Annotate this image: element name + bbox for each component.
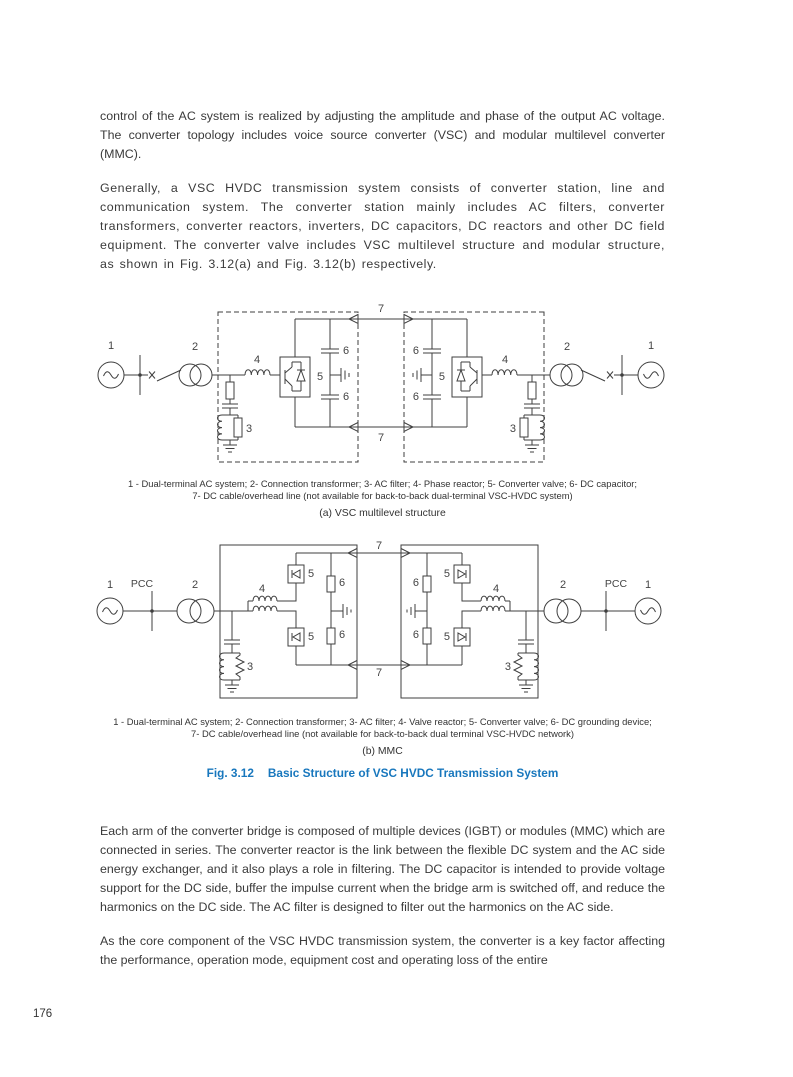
svg-text:4: 4 xyxy=(492,582,500,595)
vsc-station-right xyxy=(404,312,664,462)
svg-text:5: 5 xyxy=(443,630,450,643)
figure-b-legend-line1: 1 - Dual-terminal AC system; 2- Connection transformer; 3- AC filter; 4- Valve reactor; 5- Converter valve; 6- DC grounding device; xyxy=(113,716,652,727)
paragraph-2: Generally, a VSC HVDC transmission system consists of converter station, line and communication system. The converter station mainly includes AC filters, converter transformers, converter reactors, inverters, DC capacitors, DC reactors and other DC field equipment. The converter valve includes VSC multilevel structure and modular structure, as shown in Fig. 3.12(a) and Fig. 3.12(b) respectively. xyxy=(100,181,665,271)
content-column xyxy=(100,0,665,970)
svg-text:1: 1 xyxy=(647,339,655,352)
paragraph-3: Each arm of the converter bridge is composed of multiple devices (IGBT) or modules (MMC) which are connected in series. The converter reactor is the link between the flexible DC system and the AC side energy exchanger, and it also plays a role in filtering. The DC capacitor is intended to provide voltage support for the DC side, buffer the impulse current when the bridge arm is switched off, and reduce the harmonics on the DC side. The AC filter is designed to filter out the harmonics on the AC side. xyxy=(100,824,665,914)
svg-text:1: 1 xyxy=(644,578,652,591)
figure-a-legend-line2: 7- DC cable/overhead line (not available for back-to-back dual-terminal VSC-HVDC system) xyxy=(192,489,573,501)
svg-text:3: 3 xyxy=(509,422,516,435)
svg-text:4: 4 xyxy=(258,582,266,595)
svg-text:6: 6 xyxy=(412,390,419,403)
svg-text:5: 5 xyxy=(438,370,445,383)
svg-text:6: 6 xyxy=(343,390,350,403)
figure-b-subcaption: (b) MMC xyxy=(362,746,403,757)
svg-text:2: 2 xyxy=(563,340,571,353)
svg-text:3: 3 xyxy=(246,422,253,435)
svg-text:4: 4 xyxy=(501,353,509,366)
figure-caption-label: Fig. 3.12 xyxy=(206,766,254,780)
svg-text:2: 2 xyxy=(191,578,199,591)
figure-a-diagram xyxy=(95,300,695,468)
svg-text:6: 6 xyxy=(412,344,419,357)
svg-text:7: 7 xyxy=(377,302,385,315)
svg-text:5: 5 xyxy=(443,567,450,580)
svg-text:7: 7 xyxy=(375,666,383,679)
svg-text:6: 6 xyxy=(339,576,346,589)
figure-b-component-labels xyxy=(107,541,651,679)
svg-text:5: 5 xyxy=(308,630,315,643)
svg-text:3: 3 xyxy=(247,660,254,673)
paragraph-4: As the core component of the VSC HVDC transmission system, the converter is a key factor affecting the performance, operation mode, equipment cost and operating loss of the entire xyxy=(100,934,665,967)
dc-link-lines xyxy=(358,319,404,427)
svg-text:5: 5 xyxy=(317,370,324,383)
svg-text:6: 6 xyxy=(412,576,419,589)
svg-text:7: 7 xyxy=(375,541,383,552)
figure-a-subcaption: (a) VSC multilevel structure xyxy=(319,508,446,519)
svg-text:1: 1 xyxy=(107,339,115,352)
mmc-station-left xyxy=(97,545,357,698)
figure-b-legend-line2: 7- DC cable/overhead line (not available for back-to-back dual terminal VSC-HVDC network) xyxy=(191,727,574,739)
svg-text:2: 2 xyxy=(559,578,567,591)
figure-b-container xyxy=(95,541,695,706)
mmc-station-right xyxy=(401,545,661,698)
dc-link-lines xyxy=(357,553,401,665)
svg-text:3: 3 xyxy=(504,660,511,673)
svg-text:6: 6 xyxy=(412,628,419,641)
svg-text:PCC: PCC xyxy=(604,577,628,590)
svg-text:2: 2 xyxy=(191,340,199,353)
paragraph-1: control of the AC system is realized by adjusting the amplitude and phase of the output AC voltage. The converter topology includes voice source converter (VSC) and modular multilevel converter (MMC). xyxy=(100,109,665,161)
svg-text:4: 4 xyxy=(253,353,261,366)
vsc-station-left xyxy=(98,312,358,462)
figure-caption xyxy=(100,766,665,780)
figure-a-legend xyxy=(100,478,665,501)
svg-text:7: 7 xyxy=(377,431,385,444)
svg-text:PCC: PCC xyxy=(130,577,154,590)
svg-text:6: 6 xyxy=(343,344,350,357)
figure-caption-title: Basic Structure of VSC HVDC Transmission System xyxy=(267,766,559,780)
figure-a-legend-line1: 1 - Dual-terminal AC system; 2- Connection transformer; 3- AC filter; 4- Phase reactor; 5- Converter valve; 6- DC capacitor; xyxy=(127,478,638,489)
svg-text:1: 1 xyxy=(106,578,114,591)
figure-b-diagram xyxy=(95,541,695,706)
figure-b-legend xyxy=(100,716,665,739)
svg-text:5: 5 xyxy=(308,567,315,580)
svg-text:6: 6 xyxy=(339,628,346,641)
figure-a-container xyxy=(95,300,695,468)
page-number: 176 xyxy=(33,1008,53,1020)
